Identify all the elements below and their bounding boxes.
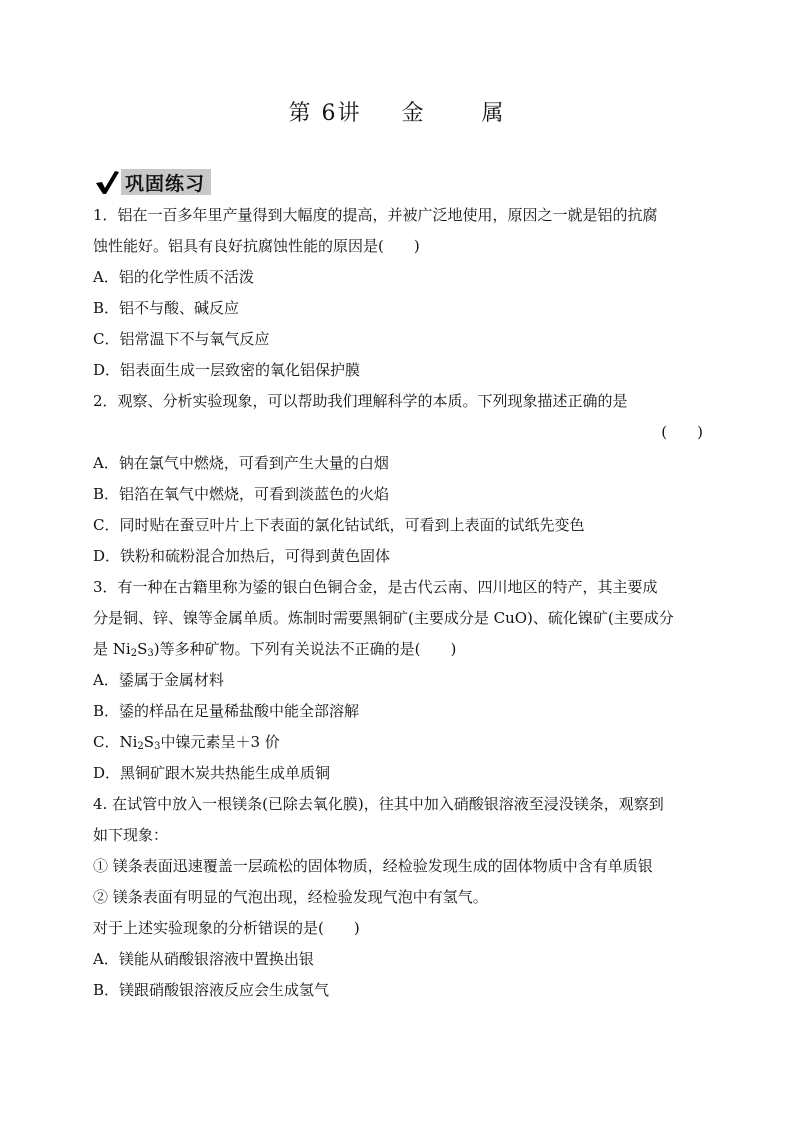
question-1-option-a: A．铝的化学性质不活泼 bbox=[93, 268, 254, 286]
question-4-stem-line-2: 如下现象： bbox=[93, 826, 169, 844]
question-3-option-d: D．黑铜矿跟木炭共热能生成单质铜 bbox=[93, 764, 331, 782]
question-2-answer-paren: ( ) bbox=[661, 423, 703, 441]
title-word-2: 属 bbox=[481, 101, 506, 126]
question-4-option-b: B．镁跟硝酸银溶液反应会生成氢气 bbox=[93, 981, 330, 999]
question-3-stem-line-1: 3．有一种在古籍里称为鋈的银白色铜合金，是古代云南、四川地区的特产，其主要成 bbox=[93, 578, 658, 596]
question-4-observation-2: ② 镁条表面有明显的气泡出现，经检验发现气泡中有氢气。 bbox=[93, 888, 488, 906]
check-mark-icon bbox=[93, 168, 121, 196]
question-3-option-a: A．鋈属于金属材料 bbox=[93, 671, 224, 689]
question-list bbox=[93, 200, 703, 1006]
question-1-option-b: B．铝不与酸、碱反应 bbox=[93, 299, 240, 317]
question-4-stem-line-1: 4. 在试管中放入一根镁条(已除去氧化膜)，往其中加入硝酸银溶液至浸没镁条，观察到 bbox=[93, 795, 664, 813]
section-label: 巩固练习 bbox=[121, 169, 211, 195]
title-word-1: 金 bbox=[401, 101, 426, 126]
question-1-stem-line-2: 蚀性能好。铝具有良好抗腐蚀性能的原因是( ) bbox=[93, 237, 420, 255]
question-2-option-b: B．铝箔在氧气中燃烧，可看到淡蓝色的火焰 bbox=[93, 485, 390, 503]
question-1-option-c: C．铝常温下不与氧气反应 bbox=[93, 330, 270, 348]
question-1-option-d: D．铝表面生成一层致密的氧化铝保护膜 bbox=[93, 361, 361, 379]
question-2-option-d: D．铁粉和硫粉混合加热后，可得到黄色固体 bbox=[93, 547, 391, 565]
section-header bbox=[93, 168, 211, 196]
question-4-option-a: A．镁能从硝酸银溶液中置换出银 bbox=[93, 950, 314, 968]
question-1-stem-line-1: 1．铝在一百多年里产量得到大幅度的提高，并被广泛地使用，原因之一就是铝的抗腐 bbox=[93, 206, 658, 224]
question-2-option-c: C．同时贴在蚕豆叶片上下表面的氯化钴试纸，可看到上表面的试纸先变色 bbox=[93, 516, 585, 534]
question-3-option-c: C．$Ni_2S_3$中镍元素呈＋3 价 bbox=[93, 733, 280, 752]
title-lecture-number: 第 6讲 bbox=[288, 101, 362, 126]
question-3-option-b: B．鋈的样品在足量稀盐酸中能全部溶解 bbox=[93, 702, 360, 720]
question-4-observation-1: ① 镁条表面迅速覆盖一层疏松的固体物质，经检验发现生成的固体物质中含有单质银 bbox=[93, 857, 653, 875]
question-3-stem-line-3: 是 $Ni_2S_3$)等多种矿物。下列有关说法不正确的是( ) bbox=[93, 640, 457, 659]
page-title bbox=[0, 96, 794, 127]
question-4-prompt: 对于上述实验现象的分析错误的是( ) bbox=[93, 919, 360, 937]
question-2-option-a: A．钠在氯气中燃烧，可看到产生大量的白烟 bbox=[93, 454, 389, 472]
question-2-stem: 2．观察、分析实验现象，可以帮助我们理解科学的本质。下列现象描述正确的是 bbox=[93, 392, 628, 410]
question-3-stem-line-2: 分是铜、锌、镍等金属单质。炼制时需要黑铜矿(主要成分是 CuO)、硫化镍矿(主要成分 bbox=[93, 609, 674, 627]
